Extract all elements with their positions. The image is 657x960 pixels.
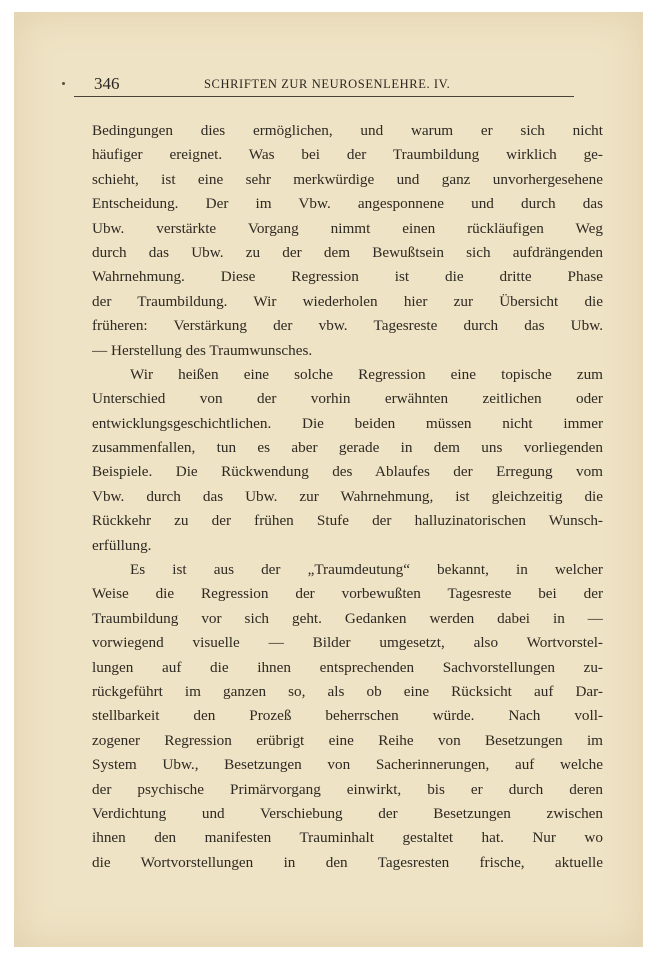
text-line: der psychische Primärvorgang einwirkt, bis er durch deren — [92, 780, 603, 798]
page-mark-dot — [62, 82, 65, 85]
text-line: die Wortvorstellungen in den Tagesresten frische, aktuelle — [92, 853, 603, 871]
text-line: der Traumbildung. Wir wiederholen hier zur Übersicht die — [92, 292, 603, 310]
text-line: stellbarkeit den Prozeß beherrschen würde. Nach voll- — [92, 707, 603, 725]
text-line: Vbw. durch das Ubw. zur Wahrnehmung, ist gleichzeitig die — [92, 487, 603, 505]
text-line: Verdichtung und Verschiebung der Besetzungen zwischen — [92, 804, 603, 822]
text-line: zusammenfallen, tun es aber gerade in dem uns vorliegenden — [92, 439, 603, 457]
text-line: Unterschied von der vorhin erwähnten zeitlichen oder — [92, 390, 603, 408]
text-line: Es ist aus der „Traumdeutung“ bekannt, in welcher — [130, 561, 603, 579]
text-line: lungen auf die ihnen entsprechenden Sachvorstellungen zu- — [92, 658, 603, 676]
text-line: Bedingungen dies ermöglichen, und warum er sich nicht — [92, 122, 603, 139]
text-line: rückgeführt im ganzen so, als ob eine Rücksicht auf Dar- — [92, 682, 603, 700]
text-line: durch das Ubw. zu der dem Bewußtsein sich aufdrängenden — [92, 243, 603, 261]
text-line: vorwiegend visuelle — Bilder umgesetzt, also Wortvorstel- — [92, 634, 603, 652]
page-number: 346 — [94, 74, 120, 93]
text-line: Beispiele. Die Rückwendung des Ablaufes der Erregung vom — [92, 463, 603, 481]
text-line: häufiger ereignet. Was bei der Traumbildung wirklich ge- — [92, 146, 603, 164]
body-text — [92, 119, 603, 875]
text-line: Ubw. verstärkte Vorgang nimmt einen rückläufigen Weg — [92, 219, 603, 237]
text-line: Weise die Regression der vorbewußten Tagesreste bei der — [92, 585, 603, 603]
text-line: früheren: Verstärkung der vbw. Tagesreste durch das Ubw. — [92, 317, 603, 335]
running-head: SCHRIFTEN ZUR NEUROSENLEHRE. IV. — [204, 77, 451, 91]
text-line: System Ubw., Besetzungen von Sacherinnerungen, auf welche — [92, 756, 603, 774]
text-line: schieht, ist eine sehr merkwürdige und ganz unvorhergesehene — [92, 170, 603, 188]
text-line: ihnen den manifesten Trauminhalt gestaltet hat. Nur wo — [92, 829, 603, 847]
page-header — [74, 68, 574, 97]
text-line: Entscheidung. Der im Vbw. angesponnene und durch das — [92, 195, 603, 213]
text-line: — Herstellung des Traumwunsches. — [92, 341, 313, 359]
text-line: Rückkehr zu der frühen Stufe der halluzinatorischen Wunsch- — [92, 512, 603, 530]
text-line: Wahrnehmung. Diese Regression ist die dritte Phase — [92, 268, 603, 286]
text-line: zogener Regression erübrigt eine Reihe von Besetzungen im — [92, 731, 603, 749]
text-line: Wir heißen eine solche Regression eine topische zum — [130, 365, 603, 383]
text-line: Traumbildung vor sich geht. Gedanken werden dabei in — — [92, 609, 603, 627]
text-line: erfüllung. — [92, 536, 152, 554]
text-line: entwicklungsgeschichtlichen. Die beiden müssen nicht immer — [92, 414, 603, 432]
